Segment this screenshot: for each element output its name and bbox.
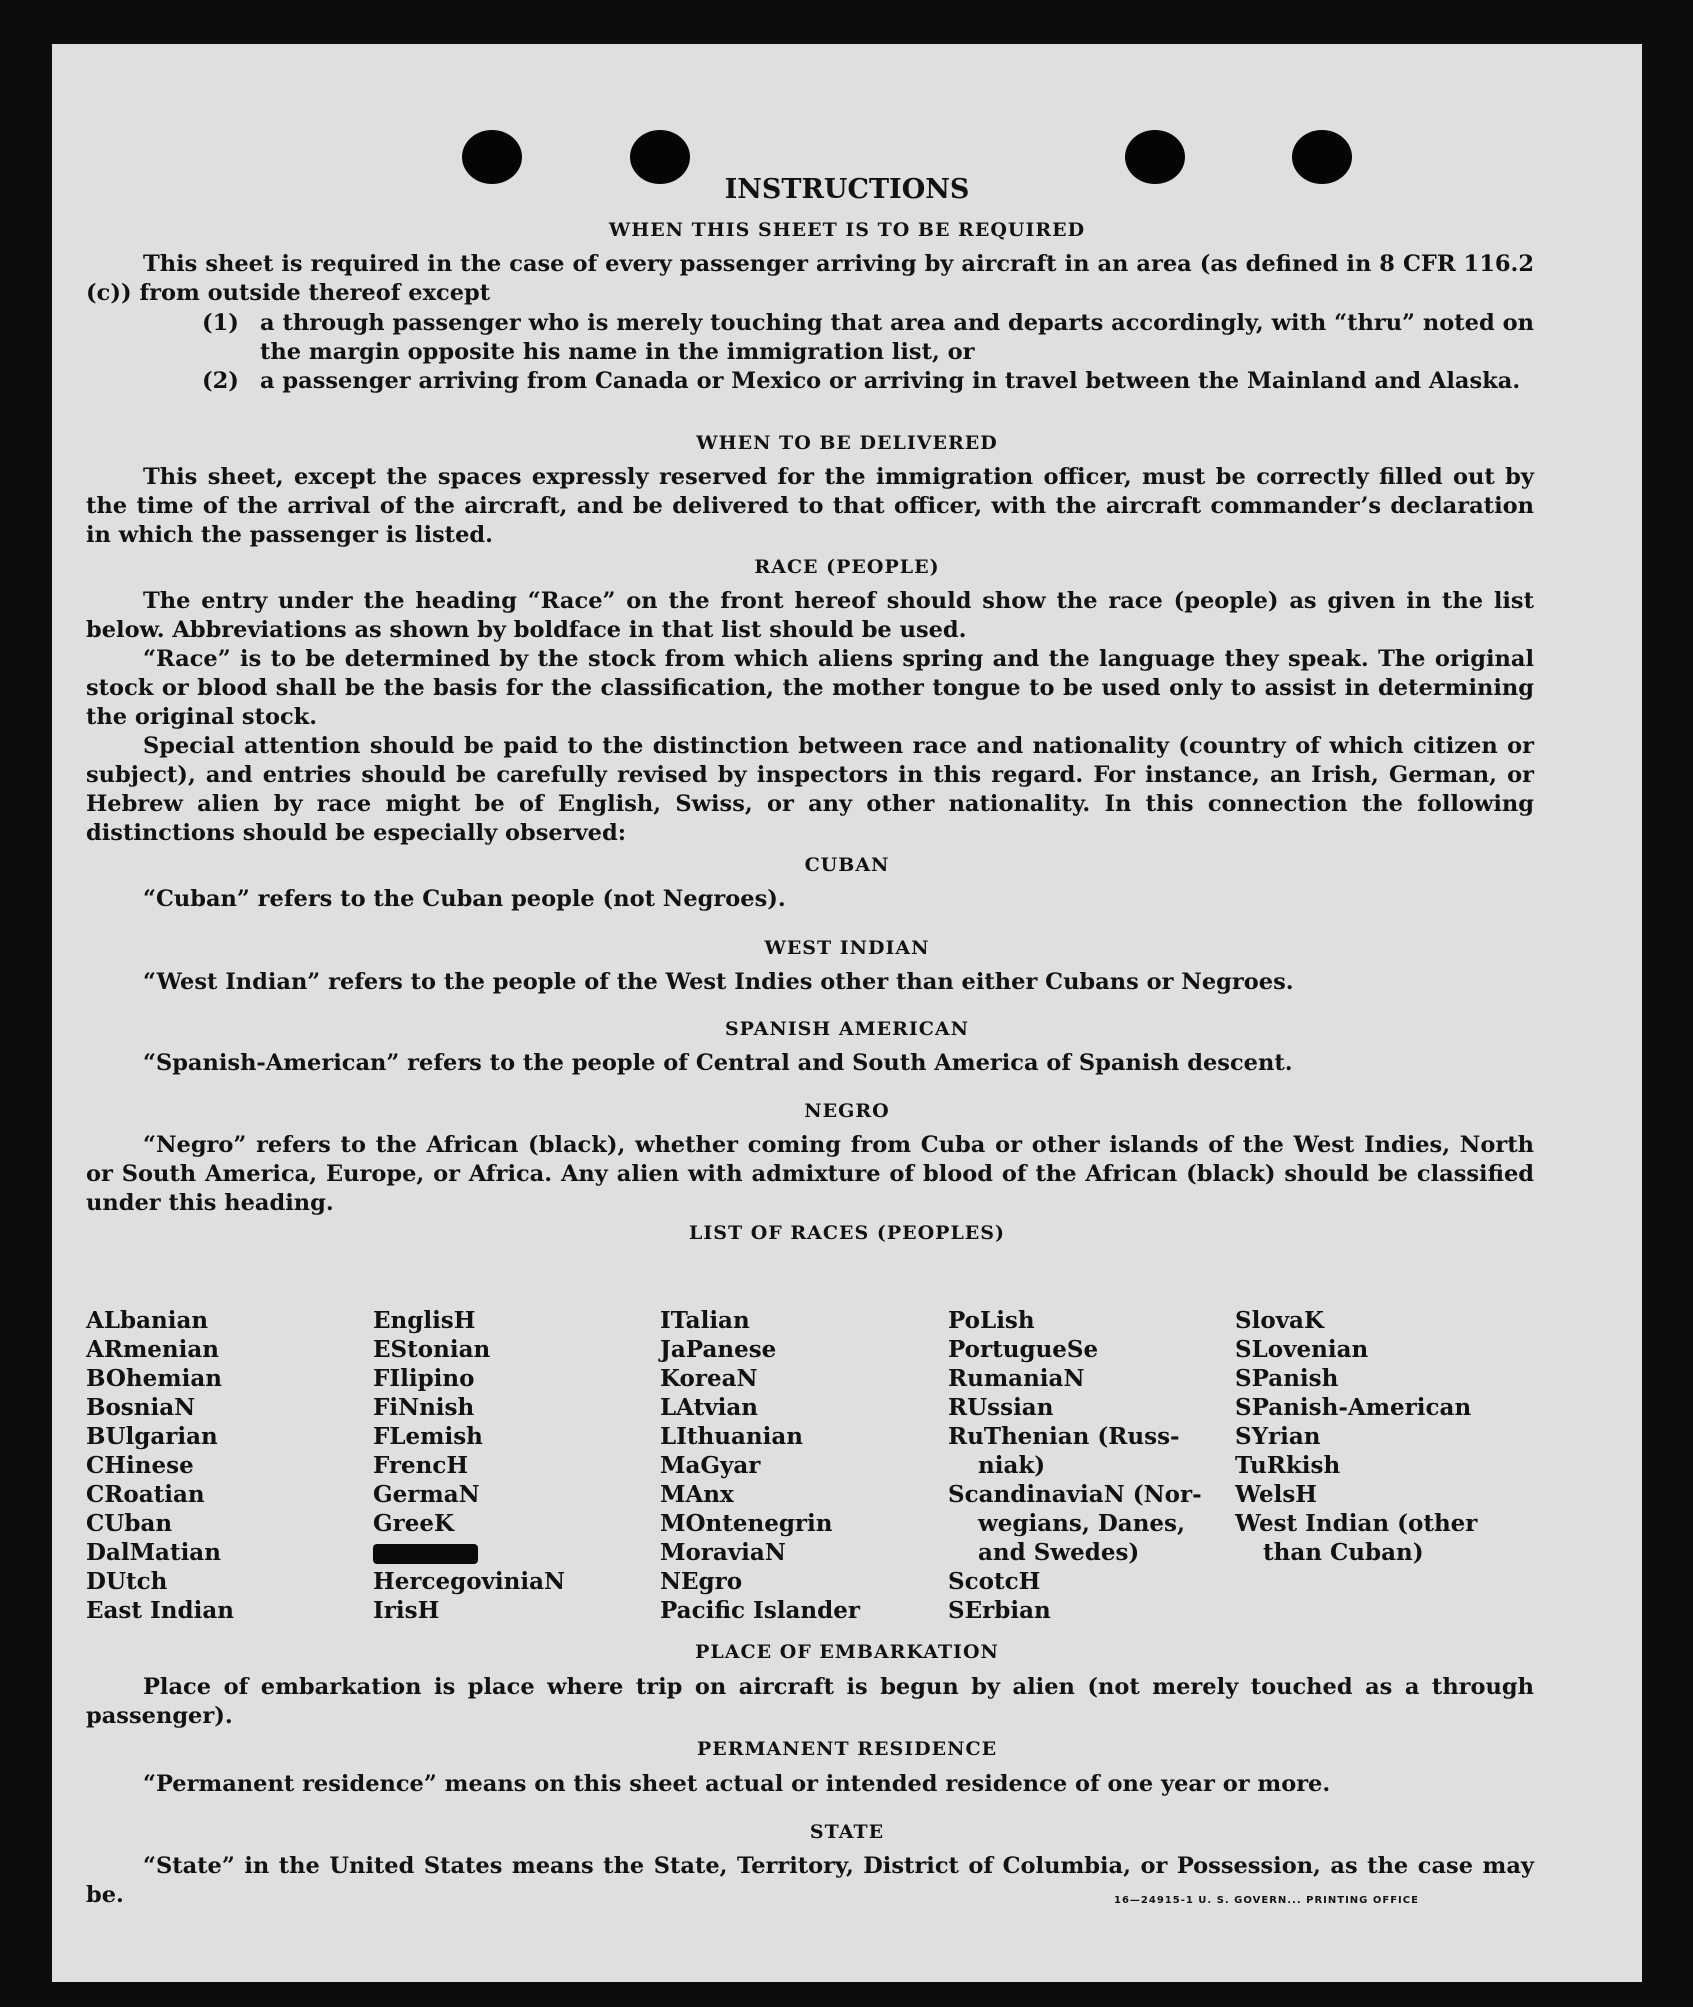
race-item: GermaN [373, 1481, 480, 1508]
heading-cuban: CUBAN [804, 854, 890, 876]
heading-state: STATE [809, 1821, 885, 1843]
race-item: NEgro [660, 1568, 743, 1595]
race-item: ALbanian [86, 1307, 209, 1334]
exception-number: (2) [202, 368, 239, 394]
race-item: EnglisH [373, 1307, 476, 1334]
race-item: East Indian [86, 1597, 234, 1624]
race-column-2 [373, 1306, 565, 1625]
heading-west-indian: WEST INDIAN [764, 937, 930, 959]
race-item: SPanish-American [1235, 1394, 1472, 1421]
heading-spanish-american: SPANISH AMERICAN [724, 1018, 970, 1040]
race-item: RumaniaN [948, 1365, 1085, 1392]
race-item: SErbian [948, 1597, 1051, 1624]
heading-residence: PERMANENT RESIDENCE [696, 1738, 998, 1760]
race-item: ITalian [660, 1307, 750, 1334]
race-item: PortugueSe [948, 1336, 1099, 1363]
race-item: FrencH [373, 1452, 469, 1479]
race-item: SPanish [1235, 1365, 1339, 1392]
race-item: BosniaN [86, 1394, 196, 1421]
race-item: GreeK [373, 1510, 455, 1537]
race-item: LIthuanian [660, 1423, 803, 1450]
paragraph-when-delivered: This sheet, except the spaces expressly reserved for the immigration officer, must be correctly filled out by the time of the arrival of the aircraft, and be delivered to that officer, with the aircraft commander’s declaration in which the passenger is listed. [86, 464, 1534, 548]
race-item: MaGyar [660, 1452, 761, 1479]
race-item: DalMatian [86, 1539, 221, 1566]
race-item: ScandinaviaN (Nor- [948, 1481, 1202, 1508]
race-item: CUban [86, 1510, 173, 1537]
heading-when-required: WHEN THIS SHEET IS TO BE REQUIRED [608, 219, 1086, 241]
redaction-mark [373, 1544, 478, 1564]
exception-item-1 [202, 309, 1534, 367]
race-item: SYrian [1235, 1423, 1321, 1450]
race-item: JaPanese [660, 1336, 777, 1363]
race-item: DUtch [86, 1568, 168, 1595]
race-item: wegians, Danes, [978, 1510, 1185, 1537]
race-item: MoraviaN [660, 1539, 786, 1566]
race-item: CHinese [86, 1452, 194, 1479]
race-item: SLovenian [1235, 1336, 1369, 1363]
race-column-4 [948, 1306, 1202, 1625]
race-item: ARmenian [86, 1336, 220, 1363]
paragraph-west-indian: “West Indian” refers to the people of the West Indies other than either Cubans or Negroes. [143, 969, 1294, 995]
heading-negro: NEGRO [804, 1100, 890, 1122]
heading-race: RACE (PEOPLE) [754, 556, 940, 578]
exception-number: (1) [202, 310, 239, 336]
race-item: than Cuban) [1263, 1539, 1424, 1566]
heading-when-delivered: WHEN TO BE DELIVERED [696, 432, 998, 454]
race-column-1 [86, 1306, 234, 1625]
paragraph-race-2: “Race” is to be determined by the stock from which aliens spring and the language they speak. The original stock or blood shall be the basis for the classification, the mother tongue to be used only to assist in determining the original stock. [86, 646, 1534, 730]
race-item: FLemish [373, 1423, 483, 1450]
race-item: MOntenegrin [660, 1510, 833, 1537]
race-item: CRoatian [86, 1481, 205, 1508]
race-item: RUssian [948, 1394, 1054, 1421]
race-item: LAtvian [660, 1394, 758, 1421]
race-item: PoLish [948, 1307, 1035, 1334]
race-item: niak) [978, 1452, 1046, 1479]
race-item: FIlipino [373, 1365, 475, 1392]
paragraph-race-1: The entry under the heading “Race” on the front hereof should show the race (people) as given in the list below. Abbreviations as shown by boldface in that list should be used. [86, 588, 1534, 643]
paragraph-spanish-american: “Spanish-American” refers to the people of Central and South America of Spanish descent. [143, 1050, 1293, 1076]
paragraph-residence: “Permanent residence” means on this sheet actual or intended residence of one year or more. [143, 1771, 1331, 1797]
race-item: West Indian (other [1235, 1510, 1478, 1537]
paragraph-embarkation: Place of embarkation is place where trip on aircraft is begun by alien (not merely touched as a through passenger). [86, 1674, 1534, 1729]
race-item: KoreaN [660, 1365, 758, 1392]
race-column-3 [660, 1306, 860, 1625]
printer-imprint: 16—24915-1 U. S. GOVERN... PRINTING OFFICE [1114, 1895, 1419, 1906]
paragraph-when-required: This sheet is required in the case of every passenger arriving by aircraft in an area (as defined in 8 CFR 116.2 (c)) from outside thereof except [86, 251, 1534, 306]
redacted-entry [373, 1538, 565, 1567]
race-item: EStonian [373, 1336, 491, 1363]
race-item: RuThenian (Russ- [948, 1423, 1180, 1450]
page-title: INSTRUCTIONS [724, 174, 970, 205]
race-item: MAnx [660, 1481, 734, 1508]
paragraph-cuban: “Cuban” refers to the Cuban people (not Negroes). [143, 886, 786, 912]
exception-text: a through passenger who is merely touching that area and departs accordingly, with “thru” noted on the margin opposite his name in the immigration list, or [260, 310, 1534, 365]
race-column-5 [1235, 1306, 1477, 1567]
race-item: IrisH [373, 1597, 440, 1624]
heading-embarkation: PLACE OF EMBARKATION [695, 1641, 999, 1663]
instruction-sheet [52, 44, 1642, 1982]
paragraph-negro: “Negro” refers to the African (black), whether coming from Cuba or other islands of the West Indies, North or South America, Europe, or Africa. Any alien with admixture of blood of the African (black) should be classified under this heading. [86, 1132, 1534, 1216]
paragraph-race-3: Special attention should be paid to the distinction between race and nationality (country of which citizen or subject), and entries should be carefully revised by inspectors in this regard. For instance, an Irish, German, or Hebrew alien by race might be of English, Swiss, or any other nationality. In this connection the following distinctions should be especially observed: [86, 733, 1534, 846]
race-item: Pacific Islander [660, 1597, 860, 1624]
race-item: FiNnish [373, 1394, 475, 1421]
exception-text: a passenger arriving from Canada or Mexico or arriving in travel between the Mainland and Alaska. [260, 368, 1521, 394]
race-item: BOhemian [86, 1365, 222, 1392]
exception-item-2 [202, 367, 1534, 396]
race-item: SlovaK [1235, 1307, 1324, 1334]
heading-list-of-races: LIST OF RACES (PEOPLES) [689, 1222, 1005, 1244]
race-item: WelsH [1235, 1481, 1318, 1508]
race-item: and Swedes) [978, 1539, 1140, 1566]
race-item: TuRkish [1235, 1452, 1341, 1479]
race-item: HercegoviniaN [373, 1568, 566, 1595]
race-item: ScotcH [948, 1568, 1041, 1595]
race-item: BUlgarian [86, 1423, 218, 1450]
paragraph-state: “State” in the United States means the State, Territory, District of Columbia, or Possession, as the case may be. [86, 1853, 1534, 1908]
